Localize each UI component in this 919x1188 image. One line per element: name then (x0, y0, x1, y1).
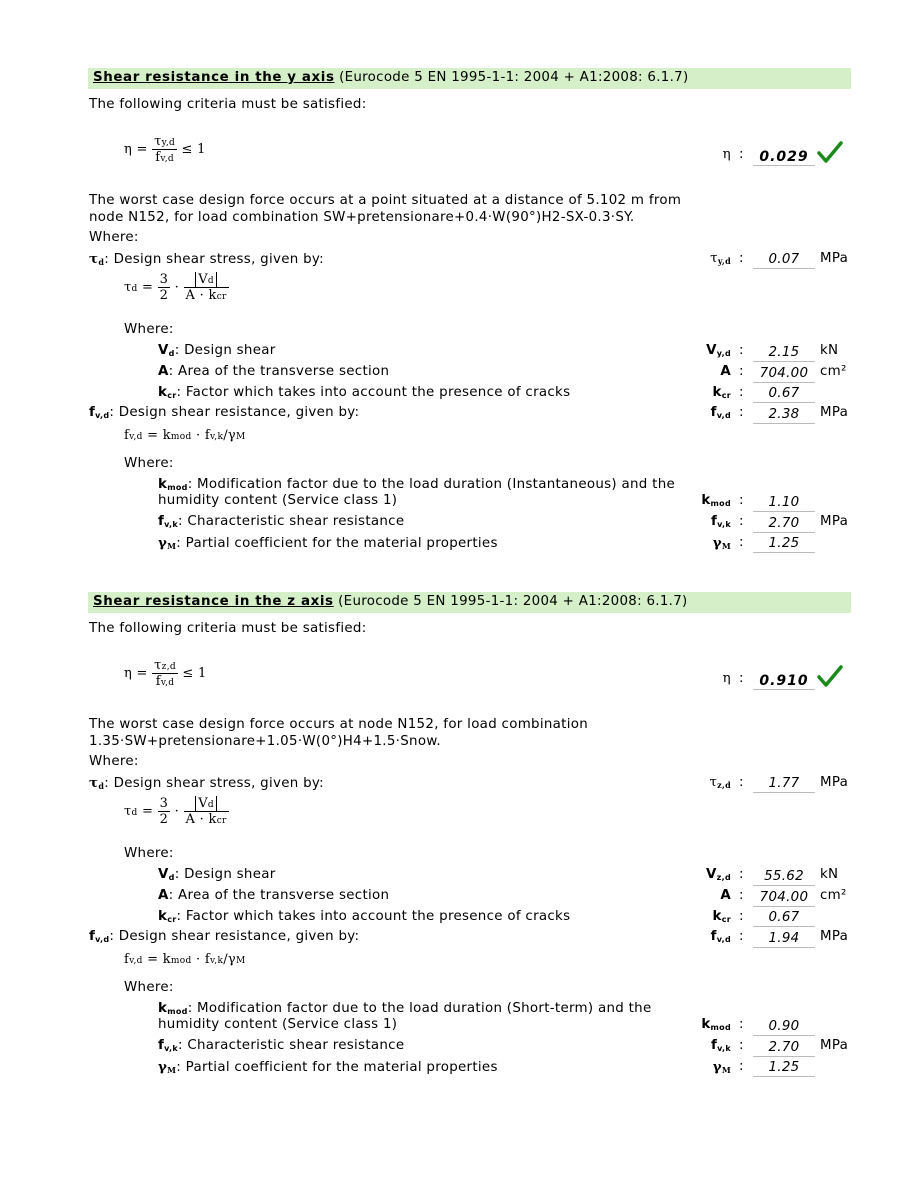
eta-formula: η = $\frac{\tau y,d}{fv,d}$ ≤ 1 (124, 134, 206, 165)
fvd-unit: MPa (820, 405, 849, 420)
vd-unit: kN (820, 343, 839, 358)
criteria-text: The following criteria must be satisfied: (89, 97, 367, 112)
area-value: 704.00 (753, 366, 815, 383)
eta-value: 0.910 (753, 673, 815, 690)
where-label: Where: (124, 980, 174, 995)
gamma-m-symbol: $\gamma_M$ (712, 1059, 731, 1075)
where-label: Where: (124, 322, 174, 337)
tau-formula: τd = $\frac{3}{2}$ · $\frac{Vd}{\text{A · kcr}}$ (124, 272, 227, 303)
tau-unit: MPa (820, 251, 849, 266)
fvd-value: 2.38 (753, 407, 815, 424)
eta-symbol: η (722, 147, 731, 162)
fvk-value: 2.70 (753, 1040, 815, 1057)
vd-value: 55.62 (753, 869, 815, 886)
area-unit: cm² (820, 364, 847, 379)
tau-unit: MPa (820, 775, 849, 790)
kcr-symbol: $k_{cr}$ (712, 909, 731, 924)
kcr-row: $k_{cr}$: Factor which takes into account the presence of cracks (158, 909, 571, 924)
gamma-m-value: 1.25 (753, 536, 815, 553)
area-symbol: A (720, 364, 731, 379)
kmod-symbol: $k_{mod}$ (701, 1017, 731, 1032)
kmod-row-cont: humidity content (Service class 1) (158, 493, 398, 508)
vd-symbol: $V_{y,d}$ (706, 343, 731, 358)
area-value: 704.00 (753, 890, 815, 907)
kmod-row: $k_{mod}$: Modification factor due to the load duration (Instantaneous) and the (158, 477, 676, 492)
fvk-symbol: $f_{v,k}$ (711, 514, 731, 529)
fvk-symbol: $f_{v,k}$ (711, 1038, 731, 1053)
eta-formula: η = $\frac{\tau z,d}{fv,d}$ ≤ 1 (124, 658, 207, 689)
where-label: Where: (124, 846, 174, 861)
section-header (88, 592, 851, 613)
section-reference: (Eurocode 5 EN 1995-1-1: 2004 + A1:2008: 6.1.7) (339, 70, 689, 85)
tau-row: $\tau_d$: Design shear stress, given by: (89, 251, 324, 267)
fvd-symbol: $f_{v,d}$ (710, 929, 731, 944)
fvk-row: $f_{v,k}$: Characteristic shear resistance (158, 514, 405, 529)
section-reference: (Eurocode 5 EN 1995-1-1: 2004 + A1:2008: 6.1.7) (338, 594, 688, 609)
where-label: Where: (124, 456, 174, 471)
kmod-symbol: $k_{mod}$ (701, 493, 731, 508)
check-icon (817, 140, 843, 164)
fvd-row: $f_{v,d}$: Design shear resistance, given by: (89, 405, 360, 420)
fvd-formula: fv,d = kmod · fv,k/γM (124, 952, 246, 967)
where-label: Where: (89, 754, 139, 769)
section-title: Shear resistance in the y axis (93, 70, 335, 85)
vd-unit: kN (820, 867, 839, 882)
check-icon (817, 664, 843, 688)
fvk-unit: MPa (820, 1038, 849, 1053)
fvk-value: 2.70 (753, 516, 815, 533)
kcr-symbol: $k_{cr}$ (712, 385, 731, 400)
fvk-row: $f_{v,k}$: Characteristic shear resistance (158, 1038, 405, 1053)
fvd-symbol: $f_{v,d}$ (710, 405, 731, 420)
kcr-value: 0.67 (753, 910, 815, 927)
fvk-unit: MPa (820, 514, 849, 529)
area-symbol: A (720, 888, 731, 903)
area-unit: cm² (820, 888, 847, 903)
vd-value: 2.15 (753, 345, 815, 362)
tau-symbol: $\tau_{y,d}$ (710, 251, 731, 266)
tau-row: $\tau_d$: Design shear stress, given by: (89, 775, 324, 791)
vd-row: $V_d$: Design shear (158, 867, 276, 882)
kmod-value: 0.90 (753, 1019, 815, 1036)
area-row: A: Area of the transverse section (158, 888, 390, 903)
eta-symbol: η (722, 671, 731, 686)
kmod-row-cont: humidity content (Service class 1) (158, 1017, 398, 1032)
area-row: A: Area of the transverse section (158, 364, 390, 379)
tau-symbol: $\tau_{z,d}$ (709, 775, 731, 790)
section-header (88, 68, 851, 89)
kmod-value: 1.10 (753, 495, 815, 512)
eta-value: 0.029 (753, 149, 815, 166)
worst-case-line-2: 1.35·SW+pretensionare+1.05·W(0°)H4+1.5·Snow. (89, 734, 441, 749)
fvd-unit: MPa (820, 929, 849, 944)
where-label: Where: (89, 230, 139, 245)
section-title: Shear resistance in the z axis (93, 594, 334, 609)
worst-case-line-1: The worst case design force occurs at a point situated at a distance of 5.102 m from (89, 193, 682, 208)
worst-case-line-2: node N152, for load combination SW+pretensionare+0.4·W(90°)H2-SX-0.3·SY. (89, 210, 635, 225)
gamma-m-value: 1.25 (753, 1060, 815, 1077)
fvd-formula: fv,d = kmod · fv,k/γM (124, 428, 246, 443)
gamma-m-row: $\gamma_M$: Partial coefficient for the material properties (158, 1059, 498, 1075)
kmod-row: $k_{mod}$: Modification factor due to the load duration (Short-term) and the (158, 1001, 652, 1016)
vd-symbol: $V_{z,d}$ (706, 867, 731, 882)
gamma-m-row: $\gamma_M$: Partial coefficient for the material properties (158, 535, 498, 551)
fvd-row: $f_{v,d}$: Design shear resistance, given by: (89, 929, 360, 944)
tau-value: 0.07 (753, 252, 815, 269)
tau-formula: τd = $\frac{3}{2}$ · $\frac{Vd}{\text{A · kcr}}$ (124, 796, 227, 827)
gamma-m-symbol: $\gamma_M$ (712, 535, 731, 551)
fvd-value: 1.94 (753, 931, 815, 948)
tau-value: 1.77 (753, 776, 815, 793)
vd-row: $V_d$: Design shear (158, 343, 276, 358)
criteria-text: The following criteria must be satisfied: (89, 621, 367, 636)
kcr-row: $k_{cr}$: Factor which takes into account the presence of cracks (158, 385, 571, 400)
kcr-value: 0.67 (753, 386, 815, 403)
worst-case-line-1: The worst case design force occurs at node N152, for load combination (89, 717, 589, 732)
